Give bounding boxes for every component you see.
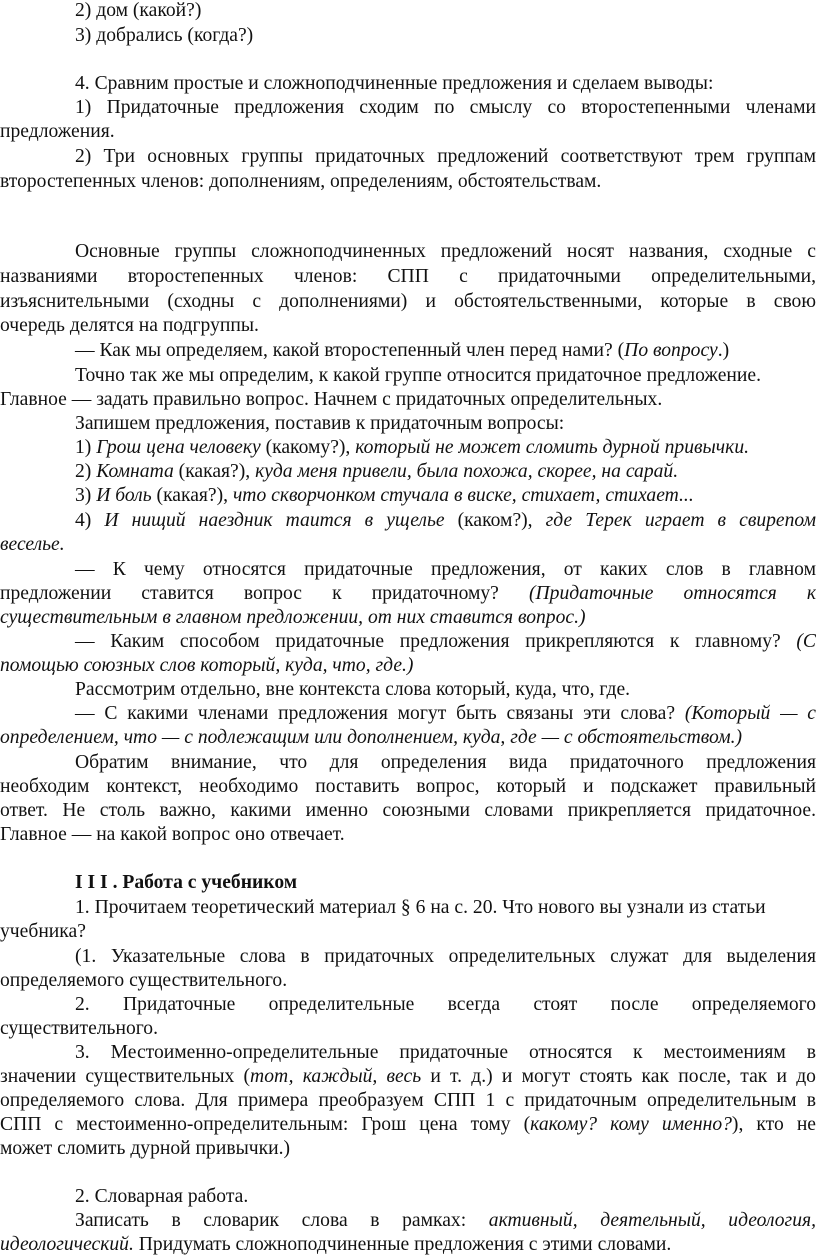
text-line: предложения. <box>0 121 115 142</box>
text-line: предложении ставится вопрос к придаточному? (Придаточные относятся к <box>0 583 816 604</box>
text-line: — К чему относятся придаточные предложения, от каких слов в главном <box>75 559 816 580</box>
text-line: Основные группы сложноподчиненных предложений носят названия, сходные с <box>75 241 816 262</box>
text-line: существительного. <box>0 1018 159 1039</box>
text-line: существительным в главном предложении, от них ставится вопрос.) <box>0 607 586 628</box>
text-line: помощью союзных слов который, куда, что, где.) <box>0 655 414 676</box>
text-line: Запишем предложения, поставив к придаточным вопросы: <box>75 413 565 434</box>
text-line: Главное — задать правильно вопрос. Начнем с придаточных определительных. <box>0 389 663 410</box>
text-line: (1. Указательные слова в придаточных определительных служат для выделения <box>75 946 816 967</box>
text-line: 2. Придаточные определительные всегда стоят после определяемого <box>75 994 816 1015</box>
text-line: Точно так же мы определим, к какой группе относится придаточное предложение. <box>75 365 761 386</box>
text-line: Рассмотрим отдельно, вне контекста слова который, куда, что, где. <box>75 679 631 700</box>
text-line: учебника? <box>0 921 86 942</box>
text-line: 3. Местоименно-определительные придаточные относятся к местоимениям в <box>75 1042 816 1063</box>
text-line: 2. Словарная работа. <box>75 1186 249 1207</box>
text-line: Обратим внимание, что для определения вида придаточного предложения <box>75 752 816 773</box>
text-line: идеологический. Придумать сложноподчиненные предложения с этими словами. <box>0 1234 672 1255</box>
section-heading: I I I . Работа с учебником <box>75 872 298 893</box>
text-line: — С какими членами предложения могут быть связаны эти слова? (Который — с <box>75 703 816 724</box>
text-line: второстепенных членов: дополнениям, определениям, обстоятельствам. <box>0 171 602 192</box>
text-line: определением, что — с подлежащим или дополнением, куда, где — с обстоятельством.) <box>0 727 743 748</box>
text-line: СПП с местоименно-определительным: Грош цена тому (какому? кому именно?), кто не <box>0 1114 816 1135</box>
text-line: Записать в словарик слова в рамках: активный, деятельный, идеология, <box>75 1210 816 1231</box>
text-line: 3) добрались (когда?) <box>75 25 254 46</box>
example-sentence: 3) И боль (какая?), что скворчонком стучала в виске, стихает, стихает... <box>75 485 694 506</box>
text-line: 2) Три основных группы придаточных предложений соответствуют трем группам <box>75 146 816 167</box>
text-line: названиями второстепенных членов: СПП с придаточными определительными, <box>0 266 816 287</box>
text-line: — Каким способом придаточные предложения прикрепляются к главному? (С <box>75 631 816 652</box>
text-line: определяемого существительного. <box>0 970 288 991</box>
example-sentence: 4) И нищий наездник таится в ущелье (каком?), где Терек играет в свирепом <box>75 510 816 531</box>
text-line: 1. Прочитаем теоретический материал § 6 на с. 20. Что нового вы узнали из статьи <box>75 897 766 918</box>
text-line: Главное — на какой вопрос оно отвечает. <box>0 824 345 845</box>
text-line: необходим контекст, необходимо поставить вопрос, который и подскажет правильный <box>0 776 816 797</box>
text-line: веселье. <box>0 534 65 555</box>
text-line: ответ. Не столь важно, какими именно союзными словами прикрепляется придаточное. <box>0 800 816 821</box>
text-line: значении существительных (тот, каждый, весь и т. д.) и могут стоять как после, так и до <box>0 1066 816 1087</box>
text-line: может сломить дурной привычки.) <box>0 1138 291 1159</box>
text-line: 1) Придаточные предложения сходим по смыслу со второстепенными членами <box>75 97 816 118</box>
example-sentence: 2) Комната (какая?), куда меня привели, была похожа, скорее, на сарай. <box>75 461 679 482</box>
text-line: очередь делятся на подгруппы. <box>0 315 259 336</box>
text-line: — Как мы определяем, какой второстепенный член перед нами? (По вопросу.) <box>75 340 730 361</box>
text-line: определяемого слова. Для примера преобразуем СПП 1 с придаточным определительным в <box>0 1090 816 1111</box>
example-sentence: 1) Грош цена человеку (какому?), который не может сломить дурной привычки. <box>75 437 750 458</box>
text-line: изъяснительными (сходны с дополнениями) и обстоятельственными, которые в свою <box>0 291 816 312</box>
text-line: 4. Сравним простые и сложноподчиненные предложения и сделаем выводы: <box>75 73 714 94</box>
text-line: 2) дом (какой?) <box>75 0 202 21</box>
